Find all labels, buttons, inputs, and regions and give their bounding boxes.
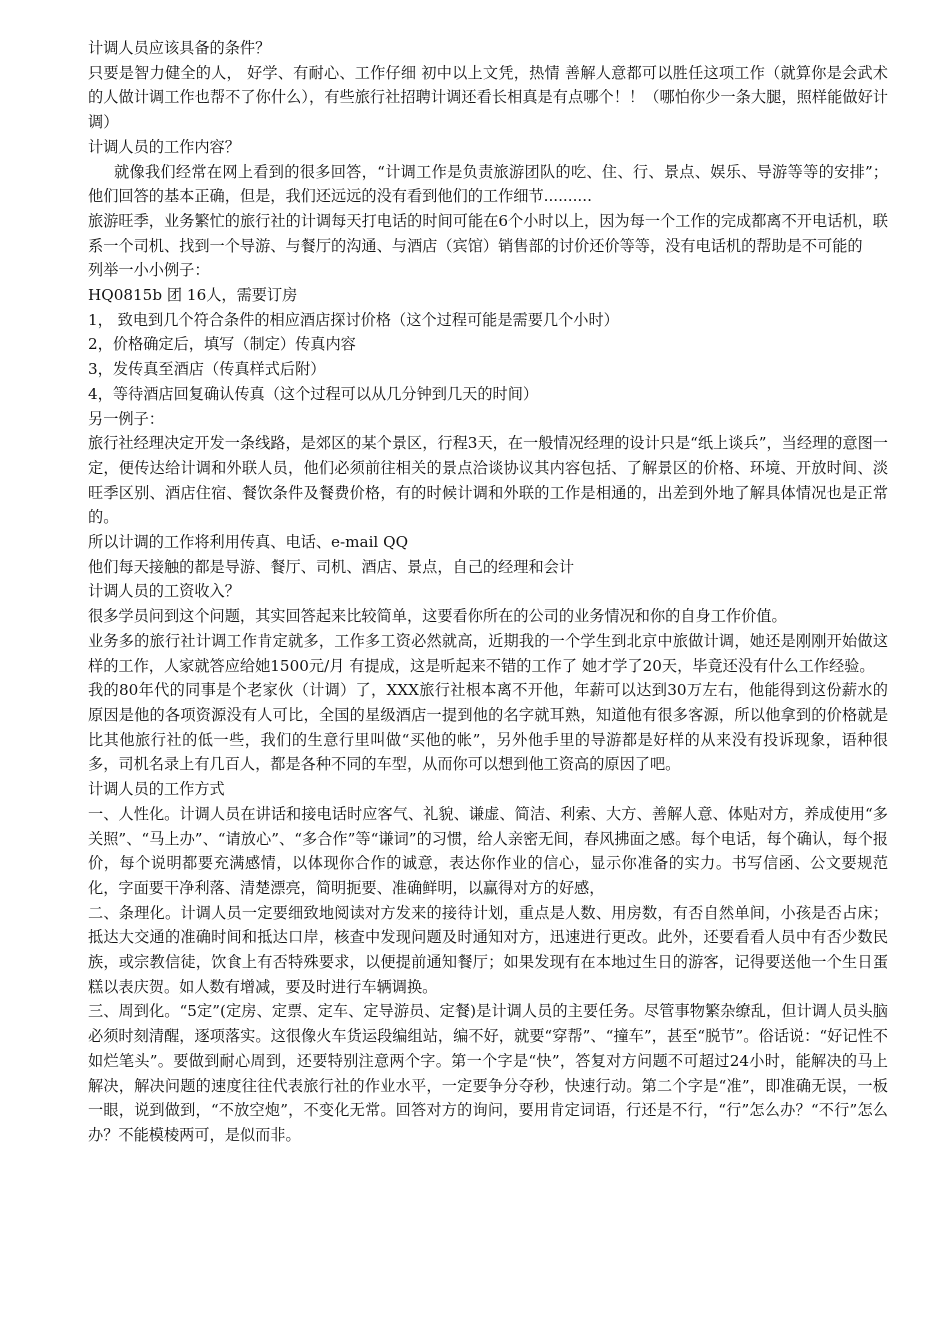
another-example-heading: 另一例子： bbox=[88, 409, 164, 428]
method-thorough: 三、周到化。“5定”(定房、定票、定车、定导游员、定餐)是计调人员的主要任务。尽管事物繁杂缭乱，但计调人员头脑必须时刻清醒，逐项落实。这很像火车货运段编组站，编不好，就要“穿帮”、“撞车”，甚至“脱节”。俗话说：“好记性不如烂笔头”。要做到耐心周到，还要特别注意两个字。第一个字是“快”，答复对方问题不可超过24小时，能解决的马上解决，解决问题的速度往往代表旅行社的作业水平，一定要争分夺秒，快速行动。第二个字是“准”，即准确无误，一板一眼，说到做到，“不放空炮”，不变化无常。回答对方的询问，要用肯定词语，行还是不行，“行”怎么办？“不行”怎么办？不能模棱两可，是似而非。 bbox=[88, 1002, 888, 1144]
paragraph-student-salary: 业务多的旅行社计调工作肯定就多，工作多工资必然就高，近期我的一个学生到北京中旅做计调，她还是刚刚开始做这样的工作，人家就答应给她1500元/月 有提成，这是听起来不错的工作了 她才学了20天，毕竟还没有什么工作经验。 bbox=[88, 631, 888, 675]
heading-work-methods: 计调人员的工作方式 bbox=[88, 780, 225, 799]
paragraph-tools: 所以计调的工作将利用传真、电话、e-mail QQ bbox=[88, 533, 409, 552]
paragraph-salary-intro: 很多学员问到这个问题，其实回答起来比较简单，这要看你所在的公司的业务情况和你的自身工作价值。 bbox=[88, 607, 787, 626]
method-organized: 二、条理化。计调人员一定要细致地阅读对方发来的接待计划，重点是人数、用房数，有否自然单间，小孩是否占床；抵达大交通的准确时间和抵达口岸，核查中发现问题及时通知对方，迅速进行更改。此外，还要看看人员中有否少数民族，或宗教信徒，饮食上有否特殊要求，以便提前通知餐厅；如果发现有在本地过生日的游客，记得要送他一个生日蛋糕以表庆贺。如人数有增减，要及时进行车辆调换。 bbox=[88, 903, 888, 996]
example-step-2: 2，价格确定后，填写（制定）传真内容 bbox=[88, 335, 356, 354]
paragraph-colleague-salary: 我的80年代的同事是个老家伙（计调）了，XXX旅行社根本离不开他，年薪可以达到30万左右，他能得到这份薪水的原因是他的各项资源没有人可比，全国的星级酒店一提到他的名字就耳熟，知道他有很多客源，所以他拿到的价格就是比其他旅行社的低一些，我们的生意行里叫做“买他的帐”，另外他手里的导游都是好样的从来没有投诉现象，语种很多，司机名录上有几百人，都是各种不同的车型，从而你可以想到他工资高的原因了吧。 bbox=[88, 681, 888, 774]
heading-work-content: 计调人员的工作内容？ bbox=[88, 137, 240, 156]
paragraph-new-route: 旅行社经理决定开发一条线路，是郊区的某个景区，行程3天，在一般情况经理的设计只是“纸上谈兵”，当经理的意图一定，便传达给计调和外联人员，他们必须前往相关的景点洽谈协议其内容包括、了解景区的价格、环境、开放时间、淡旺季区别、酒店住宿、餐饮条件及餐费价格，有的时候计调和外联的工作是相通的，出差到外地了解具体情况也是正常的。 bbox=[88, 434, 888, 527]
method-humanized: 一、人性化。计调人员在讲话和接电话时应客气、礼貌、谦虚、简洁、利索、大方、善解人意、体贴对方，养成使用“多关照”、“马上办”、“请放心”、“多合作”等“谦词”的习惯，给人亲密无间，春风拂面之感。每个电话，每个确认，每个报价，每个说明都要充满感情，以体现你合作的诚意，表达你作业的信心，显示你准备的实力。书写信函、公文要规范化，字面要干净利落、清楚漂亮，简明扼要、准确鲜明，以赢得对方的好感， bbox=[88, 804, 888, 897]
paragraph-common-answer: 就像我们经常在网上看到的很多回答，“计调工作是负责旅游团队的吃、住、行、景点、娱乐、导游等等的安排”；他们回答的基本正确，但是，我们还远远的没有看到他们的工作细节.......... bbox=[88, 162, 888, 206]
paragraph-peak-season: 旅游旺季，业务繁忙的旅行社的计调每天打电话的时间可能在6个小时以上，因为每一个工作的完成都离不开电话机，联系一个司机、找到一个导游、与餐厅的沟通、与酒店（宾馆）销售部的讨价还价等等，没有电话机的帮助是不可能的 bbox=[88, 211, 888, 255]
example-heading: 列举一小小例子： bbox=[88, 261, 210, 280]
paragraph-qualifications: 只要是智力健全的人， 好学、有耐心、工作仔细 初中以上文凭，热情 善解人意都可以胜任这项工作（就算你是会武术的人做计调工作也帮不了你什么），有些旅行社招聘计调还看长相真是有点哪个！！（哪怕你少一条大腿，照样能做好计调） bbox=[88, 63, 888, 132]
paragraph-contacts: 他们每天接触的都是导游、餐厅、司机、酒店、景点，自己的经理和会计 bbox=[88, 557, 574, 576]
heading-qualifications: 计调人员应该具备的条件？ bbox=[88, 39, 271, 57]
heading-salary: 计调人员的工资收入？ bbox=[88, 582, 240, 601]
example-step-4: 4，等待酒店回复确认传真（这个过程可以从几分钟到几天的时间） bbox=[88, 384, 539, 403]
example-step-3: 3，发传真至酒店（传真样式后附） bbox=[88, 360, 326, 379]
example-group-line: HQ0815b 团 16人，需要订房 bbox=[88, 286, 298, 305]
example-step-1: 1， 致电到几个符合条件的相应酒店探讨价格（这个过程可能是需要几个小时） bbox=[88, 310, 619, 329]
